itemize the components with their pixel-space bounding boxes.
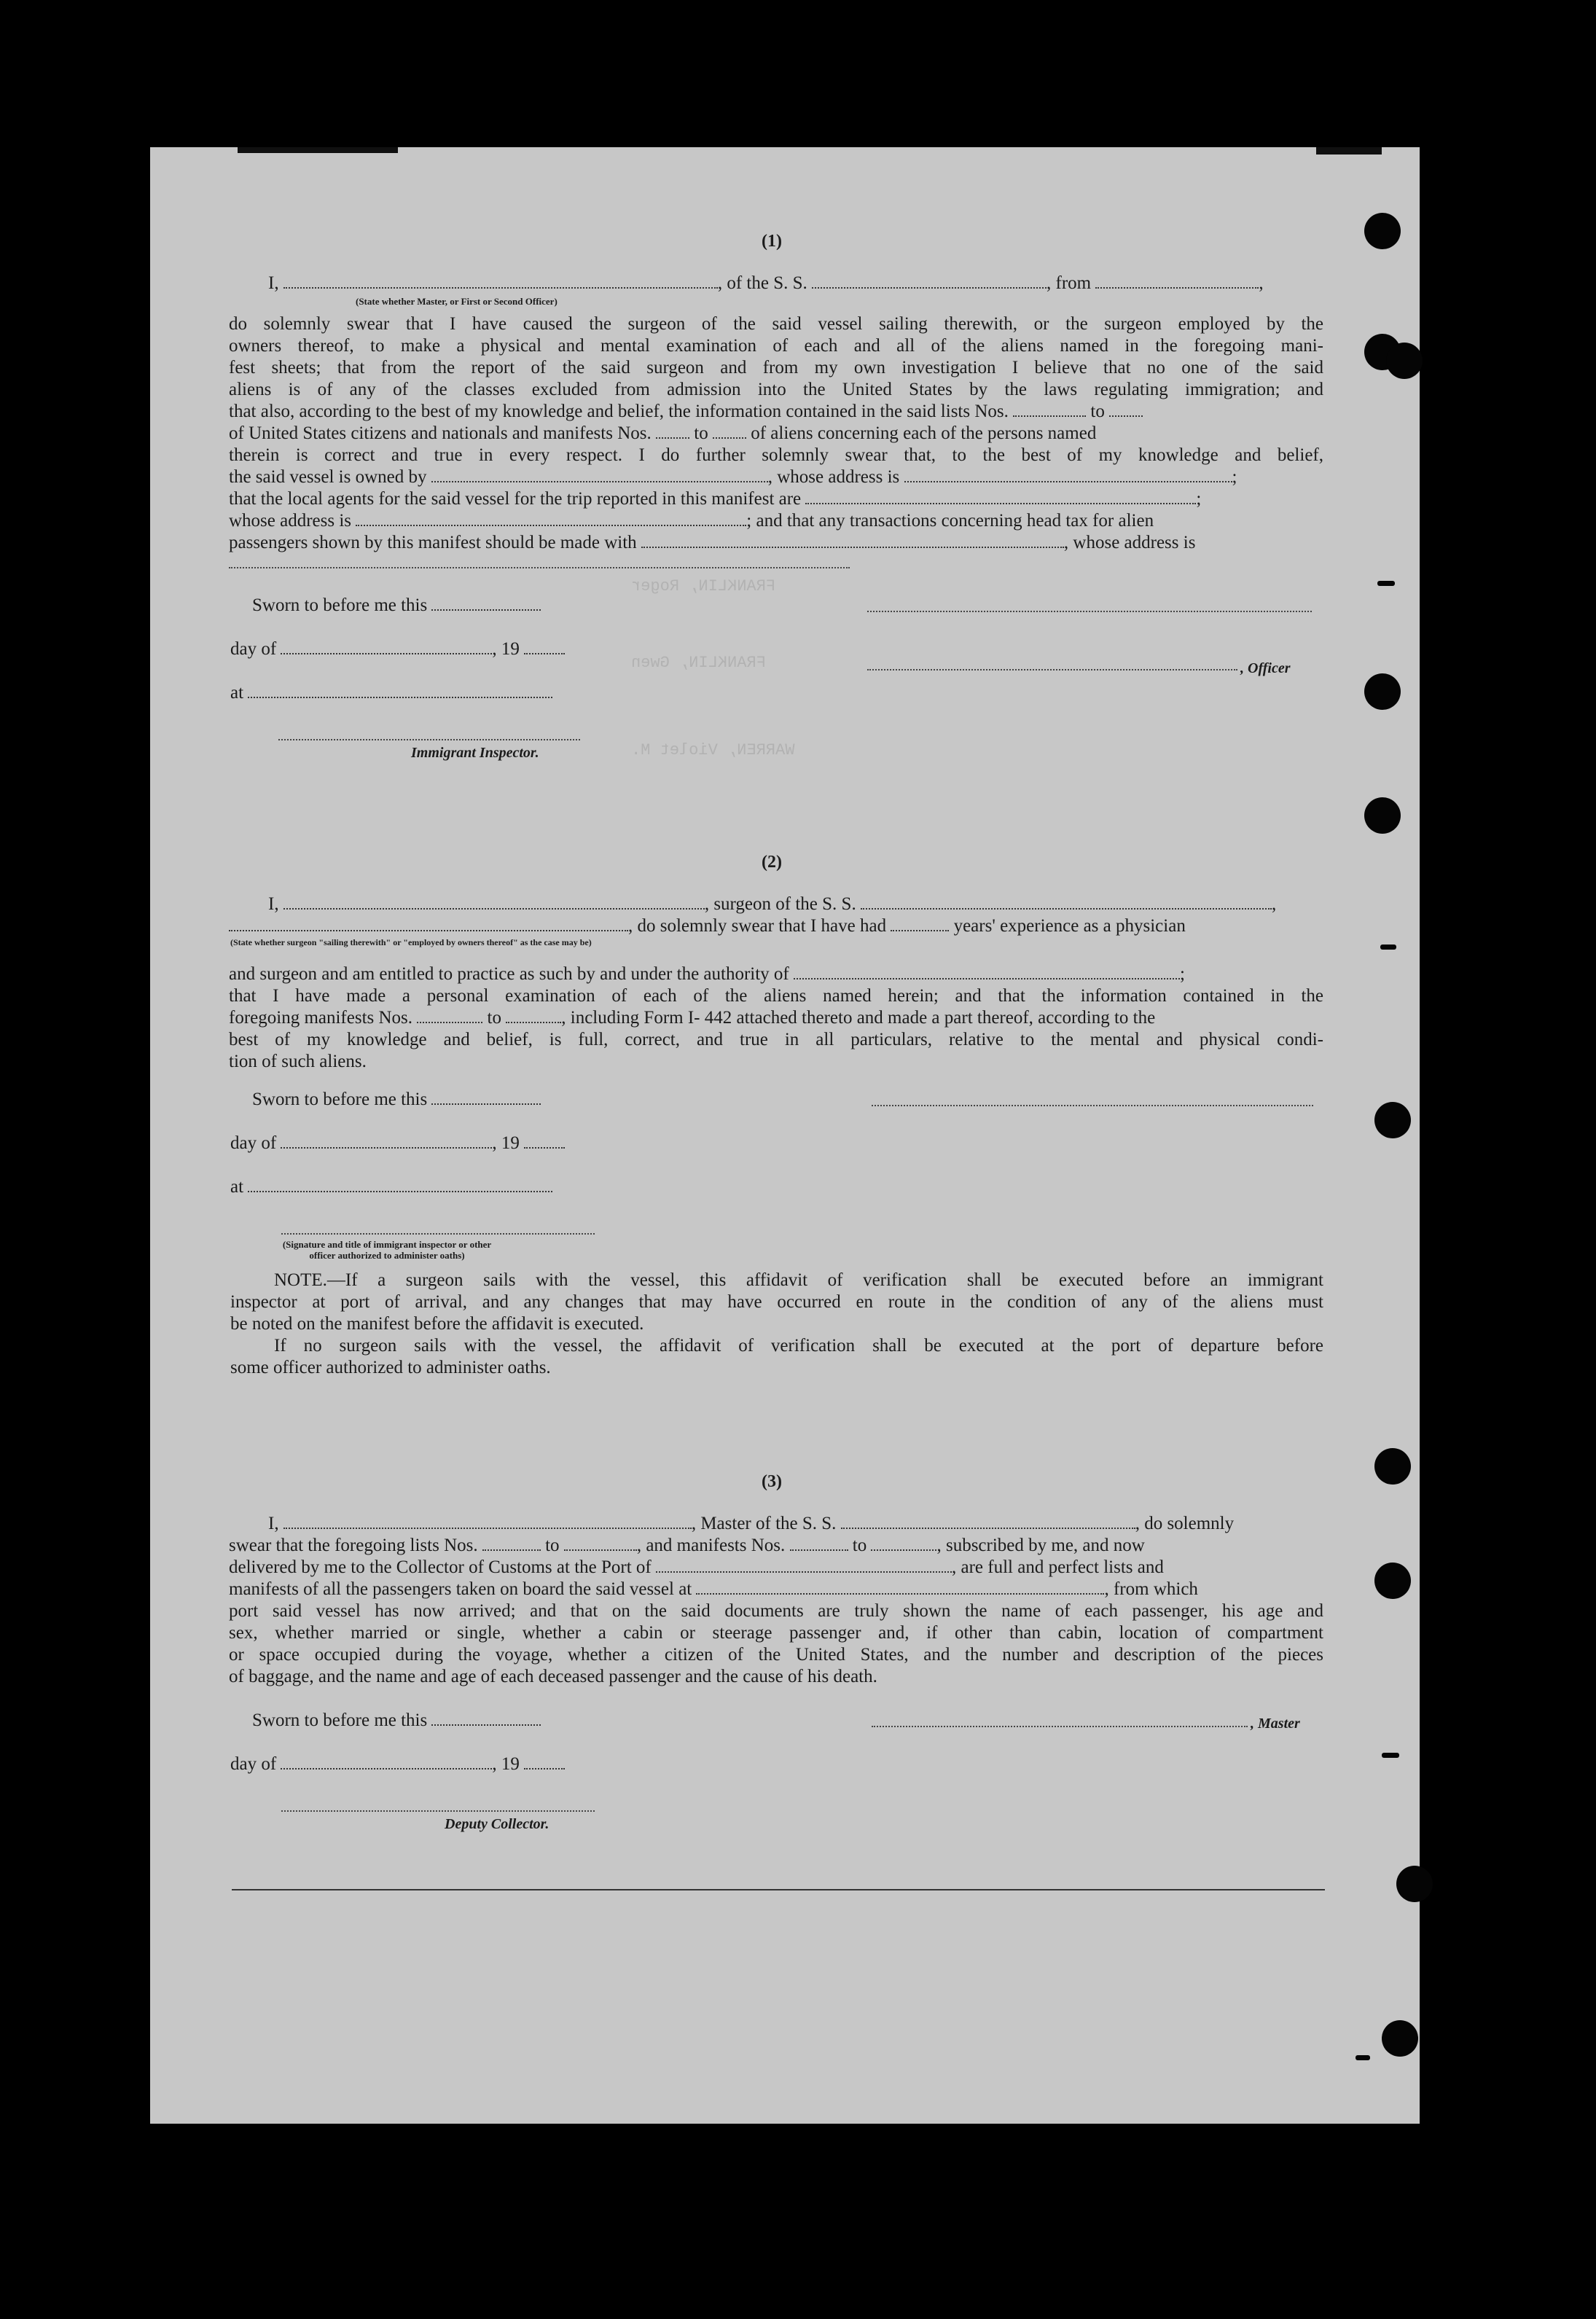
edge-notch <box>1356 2055 1370 2060</box>
oath-manifests-line: of United States citizens and nationals and manifests Nos. to of aliens concerning each of the persons named <box>229 423 1097 443</box>
master-lists-from-field[interactable] <box>482 1535 541 1551</box>
master-manifests-from-field[interactable] <box>790 1535 848 1551</box>
surgeon-body-line: that I have made a personal examination of each of the aliens named herein; and that the information contained in the <box>229 986 1323 1006</box>
at-line-2: at <box>230 1176 552 1198</box>
agents-address-line: whose address is ; and that any transactions concerning head tax for alien <box>229 511 1154 531</box>
surgeon-oath-line: I, , surgeon of the S. S. , <box>268 894 1277 914</box>
master-body-line: of baggage, and the name and age of each deceased passenger and the cause of his death. <box>229 1667 877 1686</box>
surgeon-manifests-from-field[interactable] <box>417 1007 482 1023</box>
agents-line: that the local agents for the said vessel for the trip reported in this manifest are ; <box>229 489 1202 509</box>
head-tax-address-field[interactable] <box>229 567 850 568</box>
immigrant-inspector-label: Immigrant Inspector. <box>411 745 539 761</box>
oath-body-line: owners thereof, to make a physical and mental examination of each and all of the aliens named in the foregoing mani- <box>229 336 1323 356</box>
deputy-collector-label: Deputy Collector. <box>445 1816 549 1832</box>
year-field-3[interactable] <box>524 1753 565 1769</box>
manifests-from-field[interactable] <box>656 423 689 439</box>
day-of-line-3: day of , 19 <box>230 1753 565 1775</box>
master-body-line: port said vessel has now arrived; and that on the said documents are truly shown the name of each passenger, his age and <box>229 1601 1323 1621</box>
master-body-line: or space occupied during the voyage, whether a citizen of the United States, and the number and description of the pieces <box>229 1645 1323 1665</box>
at-place-field-2[interactable] <box>248 1176 552 1192</box>
sworn-line: Sworn to before me this <box>252 595 541 617</box>
administrator-signature-field[interactable] <box>281 1233 595 1235</box>
surgeon-status-field[interactable] <box>229 915 628 931</box>
lists-to-field[interactable] <box>1109 401 1143 417</box>
punch-hole <box>1374 1563 1411 1599</box>
oath-body-line: therein is correct and true in every respect. I do further solemnly swear that, to the best of my knowledge and belief, <box>229 445 1323 465</box>
bleed-through-text: FRANKLIN, Gwen <box>631 654 766 672</box>
master-lists-line: swear that the foregoing lists Nos. to , and manifests Nos. to , subscribed by me, and now <box>229 1536 1145 1555</box>
punch-hole <box>1386 343 1423 379</box>
surgeon-manifests-to-field[interactable] <box>506 1007 561 1023</box>
master-port-line: delivered by me to the Collector of Customs at the Port of , are full and perfect lists and <box>229 1557 1164 1577</box>
surgeon-body-line: tion of such aliens. <box>229 1052 367 1071</box>
master-name-field[interactable] <box>283 1513 692 1529</box>
surgeon-name-field[interactable] <box>283 893 705 910</box>
agents-address-field[interactable] <box>356 510 746 526</box>
punch-hole <box>1382 2020 1418 2057</box>
manifests-to-field[interactable] <box>713 423 746 439</box>
section-1-heading: (1) <box>762 232 782 251</box>
section-3-heading: (3) <box>762 1472 782 1491</box>
surgeon-vessel-field[interactable] <box>861 893 1272 910</box>
note-line: NOTE.—If a surgeon sails with the vessel, this affidavit of verification shall be executed before an immigrant <box>274 1270 1323 1290</box>
master-oath-line: I, , Master of the S. S. , do solemnly <box>268 1514 1235 1533</box>
edge-notch <box>1377 581 1395 586</box>
punch-hole <box>1364 797 1401 834</box>
surgeon-status-note: (State whether surgeon "sailing therewith" or "employed by owners thereof" as the case may be) <box>230 937 592 947</box>
at-line: at <box>230 682 552 704</box>
note-line: be noted on the manifest before the affidavit is executed. <box>230 1314 644 1334</box>
sworn-date-field-3[interactable] <box>431 1710 541 1726</box>
officer-title-field[interactable] <box>867 669 1237 670</box>
day-of-field-2[interactable] <box>281 1133 492 1149</box>
from-port-field[interactable] <box>1095 273 1259 289</box>
master-boarding-line: manifests of all the passengers taken on board the said vessel at , from which <box>229 1579 1198 1599</box>
at-place-field[interactable] <box>248 682 552 698</box>
punch-hole <box>1374 1102 1411 1138</box>
note-line: If no surgeon sails with the vessel, the affidavit of verification shall be executed at the port of departure before <box>274 1336 1323 1356</box>
edge-notch <box>1380 945 1396 950</box>
bleed-through-text: FRANKLIN, Roger <box>631 577 776 595</box>
authority-line: and surgeon and am entitled to practice as such by and under the authority of ; <box>229 964 1185 984</box>
master-vessel-field[interactable] <box>841 1513 1135 1529</box>
edge-notch <box>1382 1753 1399 1758</box>
note-label: NOTE. <box>274 1270 327 1290</box>
sworn-line-2: Sworn to before me this <box>252 1089 541 1111</box>
oath-body-line: fest sheets; that from the report of the said surgeon and from my own investigation I believe that no one of the said <box>229 358 1323 378</box>
master-manifests-to-field[interactable] <box>871 1535 936 1551</box>
master-signature-field[interactable] <box>872 1726 1248 1727</box>
authority-field[interactable] <box>794 963 1180 979</box>
head-tax-line: passengers shown by this manifest should be made with , whose address is <box>229 533 1196 552</box>
punch-hole <box>1364 213 1401 249</box>
oath-body-line: do solemnly swear that I have caused the surgeon of the said vessel sailing therewith, or the surgeon employed by the <box>229 314 1323 334</box>
lists-from-field[interactable] <box>1013 401 1086 417</box>
punch-hole <box>1374 1448 1411 1485</box>
day-of-line-2: day of , 19 <box>230 1133 565 1154</box>
sworn-line-3: Sworn to before me this <box>252 1710 541 1732</box>
edge-wear <box>1316 147 1382 155</box>
manifest-page <box>150 147 1420 2124</box>
owner-field[interactable] <box>431 466 768 482</box>
agents-field[interactable] <box>805 488 1196 504</box>
surgeon-manifests-line: foregoing manifests Nos. to , including Form I- 442 attached thereto and made a part thereof, according to the <box>229 1008 1156 1028</box>
note-line: inspector at port of arrival, and any changes that may have occurred en route in the condition of any of the aliens must <box>230 1292 1323 1312</box>
sworn-date-field-2[interactable] <box>431 1089 541 1105</box>
boarding-port-field[interactable] <box>696 1579 1104 1595</box>
edge-wear <box>238 147 398 153</box>
officer-label: , Officer <box>1240 660 1291 676</box>
master-body-line: sex, whether married or single, whether a cabin or steerage passenger and, if other than cabin, location of compartment <box>229 1623 1323 1643</box>
day-of-line: day of , 19 <box>230 638 565 660</box>
inspector-signature-field[interactable] <box>278 739 580 740</box>
punch-hole <box>1396 1866 1433 1902</box>
signature-title-note: (Signature and title of immigrant inspector or other officer authorized to administer oaths) <box>282 1239 492 1261</box>
vessel-name-field[interactable] <box>812 273 1047 289</box>
owner-address-field[interactable] <box>904 466 1232 482</box>
port-field[interactable] <box>656 1557 952 1573</box>
officer-oath-line: I, , of the S. S. , from , <box>268 273 1264 293</box>
surgeon-experience-line: , do solemnly swear that I have had years' experience as a physician <box>229 915 1323 937</box>
collector-signature-field[interactable] <box>281 1810 595 1812</box>
year-field-2[interactable] <box>524 1133 565 1149</box>
punch-hole <box>1364 673 1401 710</box>
officer-rank-note: (State whether Master, or First or Second Officer) <box>356 296 558 307</box>
page-bottom-rule <box>232 1889 1325 1890</box>
day-of-field-3[interactable] <box>281 1753 492 1769</box>
section-2-heading: (2) <box>762 853 782 872</box>
officer-name-field[interactable] <box>283 273 718 289</box>
surgeon-body-line: best of my knowledge and belief, is full, correct, and true in all particulars, relative to the mental and physical condi- <box>229 1030 1323 1049</box>
note-line: some officer authorized to administer oaths. <box>230 1358 551 1377</box>
owner-line: the said vessel is owned by , whose address is ; <box>229 467 1237 487</box>
years-experience-field[interactable] <box>891 915 949 931</box>
officer-signature-field[interactable] <box>867 611 1312 612</box>
bleed-through-text: WARREN, Violet M. <box>631 741 795 759</box>
master-lists-to-field[interactable] <box>564 1535 637 1551</box>
master-label: , Master <box>1251 1716 1300 1732</box>
oath-lists-line: that also, according to the best of my knowledge and belief, the information contained in the said lists Nos. to <box>229 401 1323 423</box>
head-tax-agent-field[interactable] <box>641 532 1064 548</box>
day-of-field[interactable] <box>281 638 492 654</box>
sworn-date-field[interactable] <box>431 595 541 611</box>
surgeon-signature-field[interactable] <box>872 1105 1313 1106</box>
year-field[interactable] <box>524 638 565 654</box>
oath-body-line: aliens is of any of the classes excluded from admission into the United States by the laws regulating immigration; and <box>229 380 1323 399</box>
